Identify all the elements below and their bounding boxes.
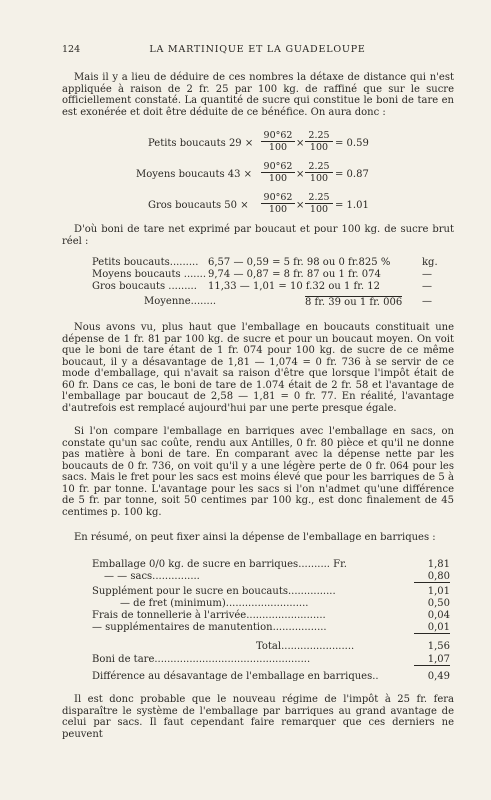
equation-label: Gros boucauts 50 × [148,200,249,211]
equation-petits: Petits boucauts 29 × $\frac{90^\circ 62}{100}$ × $\frac{2.25}{100}$ = 0.59 [148,130,369,153]
fraction-1: $\frac{90^\circ 62}{100}$ [261,130,295,153]
equation-result: = 1.01 [335,200,369,211]
expense-row-total: Total....................... 1,56 [256,641,450,652]
running-title: LA MARTINIQUE ET LA GUADELOUPE [149,44,366,55]
boni-row-gros: Gros boucauts ......... 11,33 — 1,01 = 10 f.32 ou 1 fr. 12 — [92,281,432,292]
paragraph-4: En résumé, on peut fixer ainsi la dépense de l'emballage en barriques : [74,532,436,543]
fraction-1: $\frac{90^\circ 62}{100}$ [261,161,295,184]
paragraph-5: Il est donc probable que le nouveau régime de l'impôt à 25 fr. fera disparaître le système de l'emballage par barriques au grand avantage de celui par sacs. Il faut cependant faire remarquer que ces derniers ne peuvent [62,694,454,740]
equation-label: Moyens boucauts 43 × [136,169,253,180]
equation-moyens: Moyens boucauts 43 × $\frac{90^\circ 62}{100}$ × $\frac{2.25}{100}$ = 0.87 [136,161,369,184]
paragraph-2: Nous avons vu, plus haut que l'emballage en boucauts constituait une dépense de 1 fr. 81 par 100 kg. de sucre et pour un boucaut moyen. On voit que le boni de tare étant de 1 fr. 074 pour 100 kg. de sucre de ce même boucaut, il y a désavantage de 1,81 — 1,074 = 0 fr. 736 à se servir de ce mode d'emballage, qui n'avait sa raison d'être que lorsque l'impôt était de 60 fr. Dans ce cas, le boni de tare de 1.074 était de 2 fr. 58 et l'avantage de l'emballage par boucaut de 2,58 — 1,81 = 0 fr. 77. En réalité, l'avantage d'autrefois est remplacé aujourd'hui par une perte presque égale. [62,322,454,414]
equation-result: = 0.59 [335,138,369,149]
expense-row: — — sacs............... 0,80 [104,571,450,582]
fraction-2: $\frac{2.25}{100}$ [305,161,333,184]
equation-gros: Gros boucauts 50 × $\frac{90^\circ 62}{100}$ × $\frac{2.25}{100}$ = 1.01 [148,192,369,215]
boni-row-petits: Petits boucauts......... 6,57 — 0,59 = 5 fr. 98 ou 0 fr.825 % kg. [92,257,438,268]
expense-row-difference: Différence au désavantage de l'emballage en barriques.. 0,49 [92,671,450,682]
boni-row-average: Moyenne........ 8 fr. 39 ou 1 fr. 006 — [144,296,432,308]
boni-intro: D'où boni de tare net exprimé par boucaut et pour 100 kg. de sucre brut réel : [62,224,454,247]
page-number: 124 [62,44,81,55]
intro-paragraph: Mais il y a lieu de déduire de ces nombres la détaxe de distance qui n'est appliquée à raison de 2 fr. 25 par 100 kg. de raffiné que sur le sucre officiellement constaté. La quantité de sucre qui constitue le boni de tare en est exonérée et doit être déduite de ce bénéfice. On aura donc : [62,72,454,118]
expense-row: Emballage 0/0 kg. de sucre en barriques.......... Fr. 1,81 [92,559,450,570]
expense-row: — supplémentaires de manutention................. 0,01 [92,622,450,633]
expense-row: Supplément pour le sucre en boucauts............... 1,01 [92,586,450,597]
fraction-2: $\frac{2.25}{100}$ [305,130,333,153]
expense-row: — de fret (minimum).......................... 0,50 [120,598,450,609]
running-header [62,44,453,58]
expense-row: Frais de tonnellerie à l'arrivée......................... 0,04 [92,610,450,621]
fraction-2: $\frac{2.25}{100}$ [305,192,333,215]
expense-row: Boni de tare................................................. 1,07 [92,654,450,665]
boni-row-moyens: Moyens boucauts ....... 9,74 — 0,87 = 8 fr. 87 ou 1 fr. 074 — [92,269,432,280]
fraction-1: $\frac{90^\circ 62}{100}$ [261,192,295,215]
equation-label: Petits boucauts 29 × [148,138,254,149]
paragraph-3: Si l'on compare l'emballage en barriques avec l'emballage en sacs, on constate qu'un sac coûte, rendu aux Antilles, 0 fr. 80 pièce et qu'il ne donne pas matière à boni de tare. En comparant avec la dépense nette par les boucauts de 0 fr. 736, on voit qu'il y a une légère perte de 0 fr. 064 pour les sacs. Mais le fret pour les sacs est moins élevé que pour les barriques de 5 à 10 fr. par tonne. L'avantage pour les sacs si l'on n'admet qu'une différence de 5 fr. par tonne, soit 50 centimes par 100 kg., est donc finalement de 45 centimes p. 100 kg. [62,426,454,518]
equation-result: = 0.87 [335,169,369,180]
